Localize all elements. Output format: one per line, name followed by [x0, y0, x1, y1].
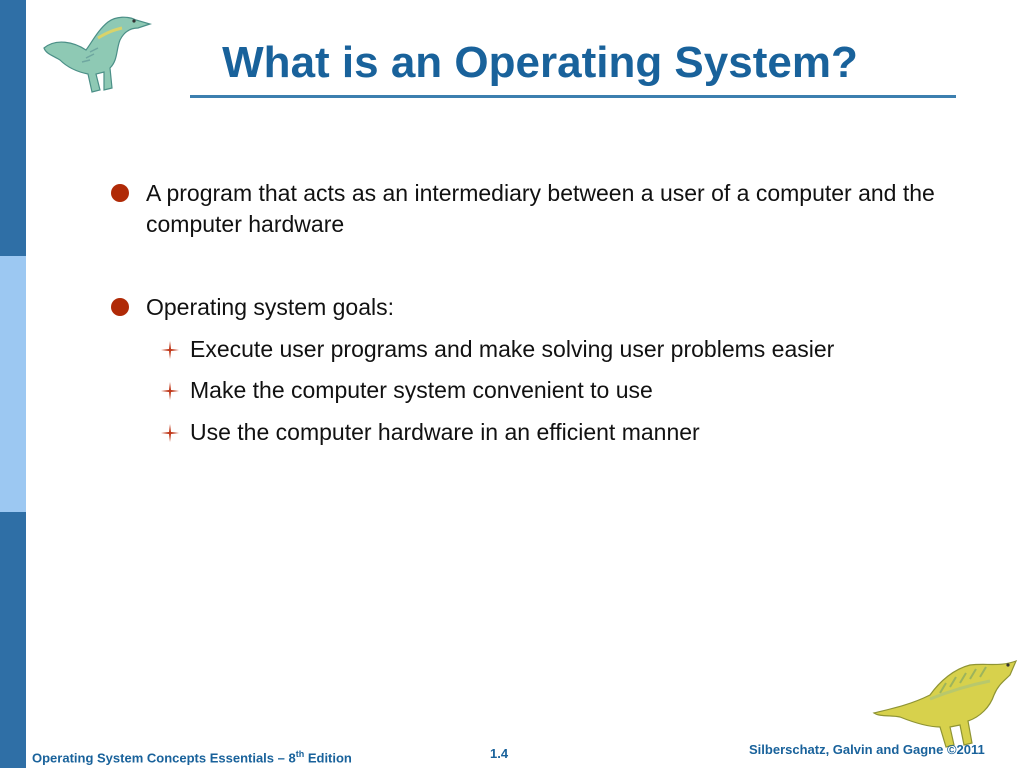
slide-title: What is an Operating System? — [222, 38, 858, 87]
footer-page-number: 1.4 — [490, 746, 509, 761]
circle-bullet-icon — [111, 184, 129, 202]
sub-bullet-item — [160, 375, 940, 406]
sub-bullet-text: Make the computer system convenient to use — [190, 377, 653, 403]
sub-bullet-item — [160, 334, 940, 365]
sidebar-bottom-band — [0, 512, 26, 768]
title-rule — [190, 95, 956, 98]
star-bullet-icon — [160, 423, 180, 443]
sub-bullet-item — [160, 417, 940, 448]
sub-bullet-text: Execute user programs and make solving user problems easier — [190, 336, 835, 362]
footer-book-superscript: th — [295, 749, 305, 759]
sidebar-top-band — [0, 0, 26, 256]
dinosaur-icon — [38, 8, 156, 96]
footer-book-suffix: Edition — [304, 750, 352, 766]
footer-copyright: Silberschatz, Galvin and Gagne ©2011 — [749, 742, 985, 757]
bullet-text: Operating system goals: — [146, 294, 395, 320]
footer-book-title — [32, 745, 352, 767]
bullet-text: A program that acts as an intermediary between a user of a computer and the computer hardware — [146, 180, 935, 237]
footer-book-prefix: Operating System Concepts Essentials – 8 — [32, 750, 296, 766]
star-bullet-icon — [160, 340, 180, 360]
sidebar — [0, 0, 26, 768]
sub-bullet-text: Use the computer hardware in an efficient manner — [190, 419, 700, 445]
dinosaur-icon — [870, 655, 1020, 750]
sidebar-middle-band — [0, 256, 26, 512]
star-bullet-icon — [160, 381, 180, 401]
circle-bullet-icon — [111, 298, 129, 316]
